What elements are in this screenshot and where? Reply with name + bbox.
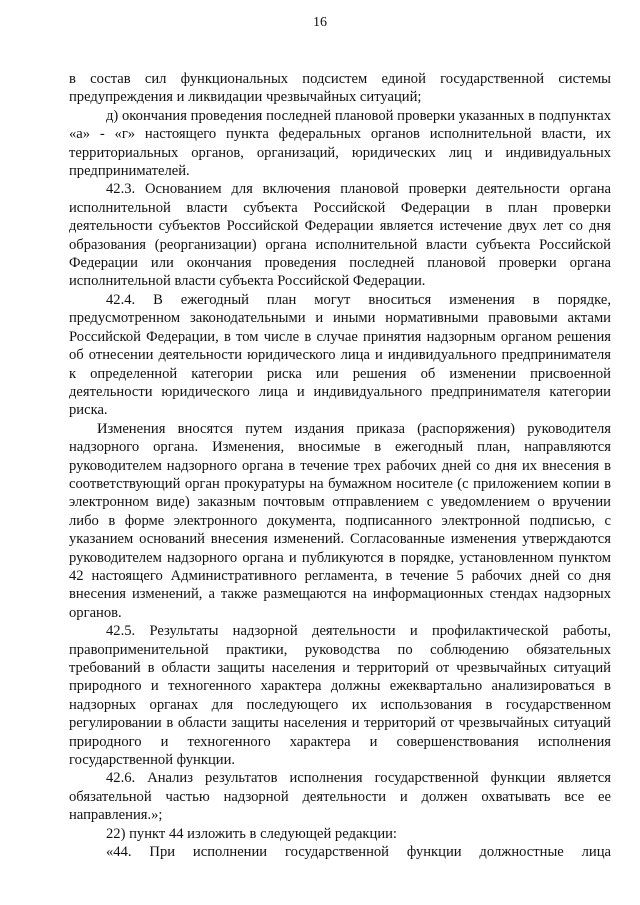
document-body [69,70,611,861]
paragraph-42-4: 42.4. В ежегодный план могут вноситься изменения в порядке, предусмотренном законодательными и иными нормативными правовыми актами Российской Федерации, в том числе в случае принятия надзорным органом решения об отнесении деятельности юридического лица и индивидуального предпринимателя к определенной категории риска или решения об изменении присвоенной деятельности юридического лица и индивидуального предпринимателя категории риска. [69,291,611,419]
paragraph-42-6: 42.6. Анализ результатов исполнения государственной функции является обязательной частью надзорной деятельности и должен охватывать все ее направления.»; [69,770,611,824]
paragraph-intro-continuation: в состав сил функциональных подсистем единой государственной системы предупреждения и ликвидации чрезвычайных ситуаций; [69,71,611,106]
paragraph-subitem-d: д) окончания проведения последней плановой проверки указанных в подпунктах «а» - «г» настоящего пункта федеральных органов исполнительной власти, их территориальных органов, организаций, юридических лиц и индивидуальных предпринимателей. [69,107,611,180]
paragraph-44-start: «44. При исполнении государственной функции должностные лица [106,844,611,861]
paragraph-42-3: 42.3. Основанием для включения плановой проверки деятельности органа исполнительной власти субъекта Российской Федерации в план проверки деятельности субъектов Российской Федерации является истечение двух лет со дня образования (реорганизации) органа исполнительной власти субъекта Российской Федерации или окончания проведения последней плановой проверки органа исполнительной власти субъекта Российской Федерации. [69,181,611,290]
paragraph-item-22: 22) пункт 44 изложить в следующей редакции: [106,825,397,842]
paragraph-changes: Изменения вносятся путем издания приказа (распоряжения) руководителя надзорного органа. Изменения, вносимые в ежегодный план, направляются руководителем надзорного органа в течение трех рабочих дней со дня их внесения в соответствующий орган прокуратуры на бумажном носителе (с приложением копии в электронном виде) заказным почтовым отправлением с уведомлением о вручении либо в форме электронного документа, подписанного электронной подписью, с указанием оснований внесения изменений. Согласованные изменения утверждаются руководителем надзорного органа и публикуются в порядке, установленном пунктом 42 настоящего Административного регламента, в течение 5 рабочих дней со дня внесения изменений, а также размещаются на информационных стендах надзорных органов. [69,420,611,621]
paragraph-42-5: 42.5. Результаты надзорной деятельности и профилактической работы, правоприменительной практики, руководства по соблюдению обязательных требований в области защиты населения и территорий от чрезвычайных ситуаций природного и техногенного характера должны ежеквартально анализироваться в надзорных органах для последующего их использования в государственном регулировании в области защиты населения и территорий от чрезвычайных ситуаций природного и техногенного характера и совершенствования исполнения государственной функции. [69,623,611,769]
page-number: 16 [313,15,327,30]
